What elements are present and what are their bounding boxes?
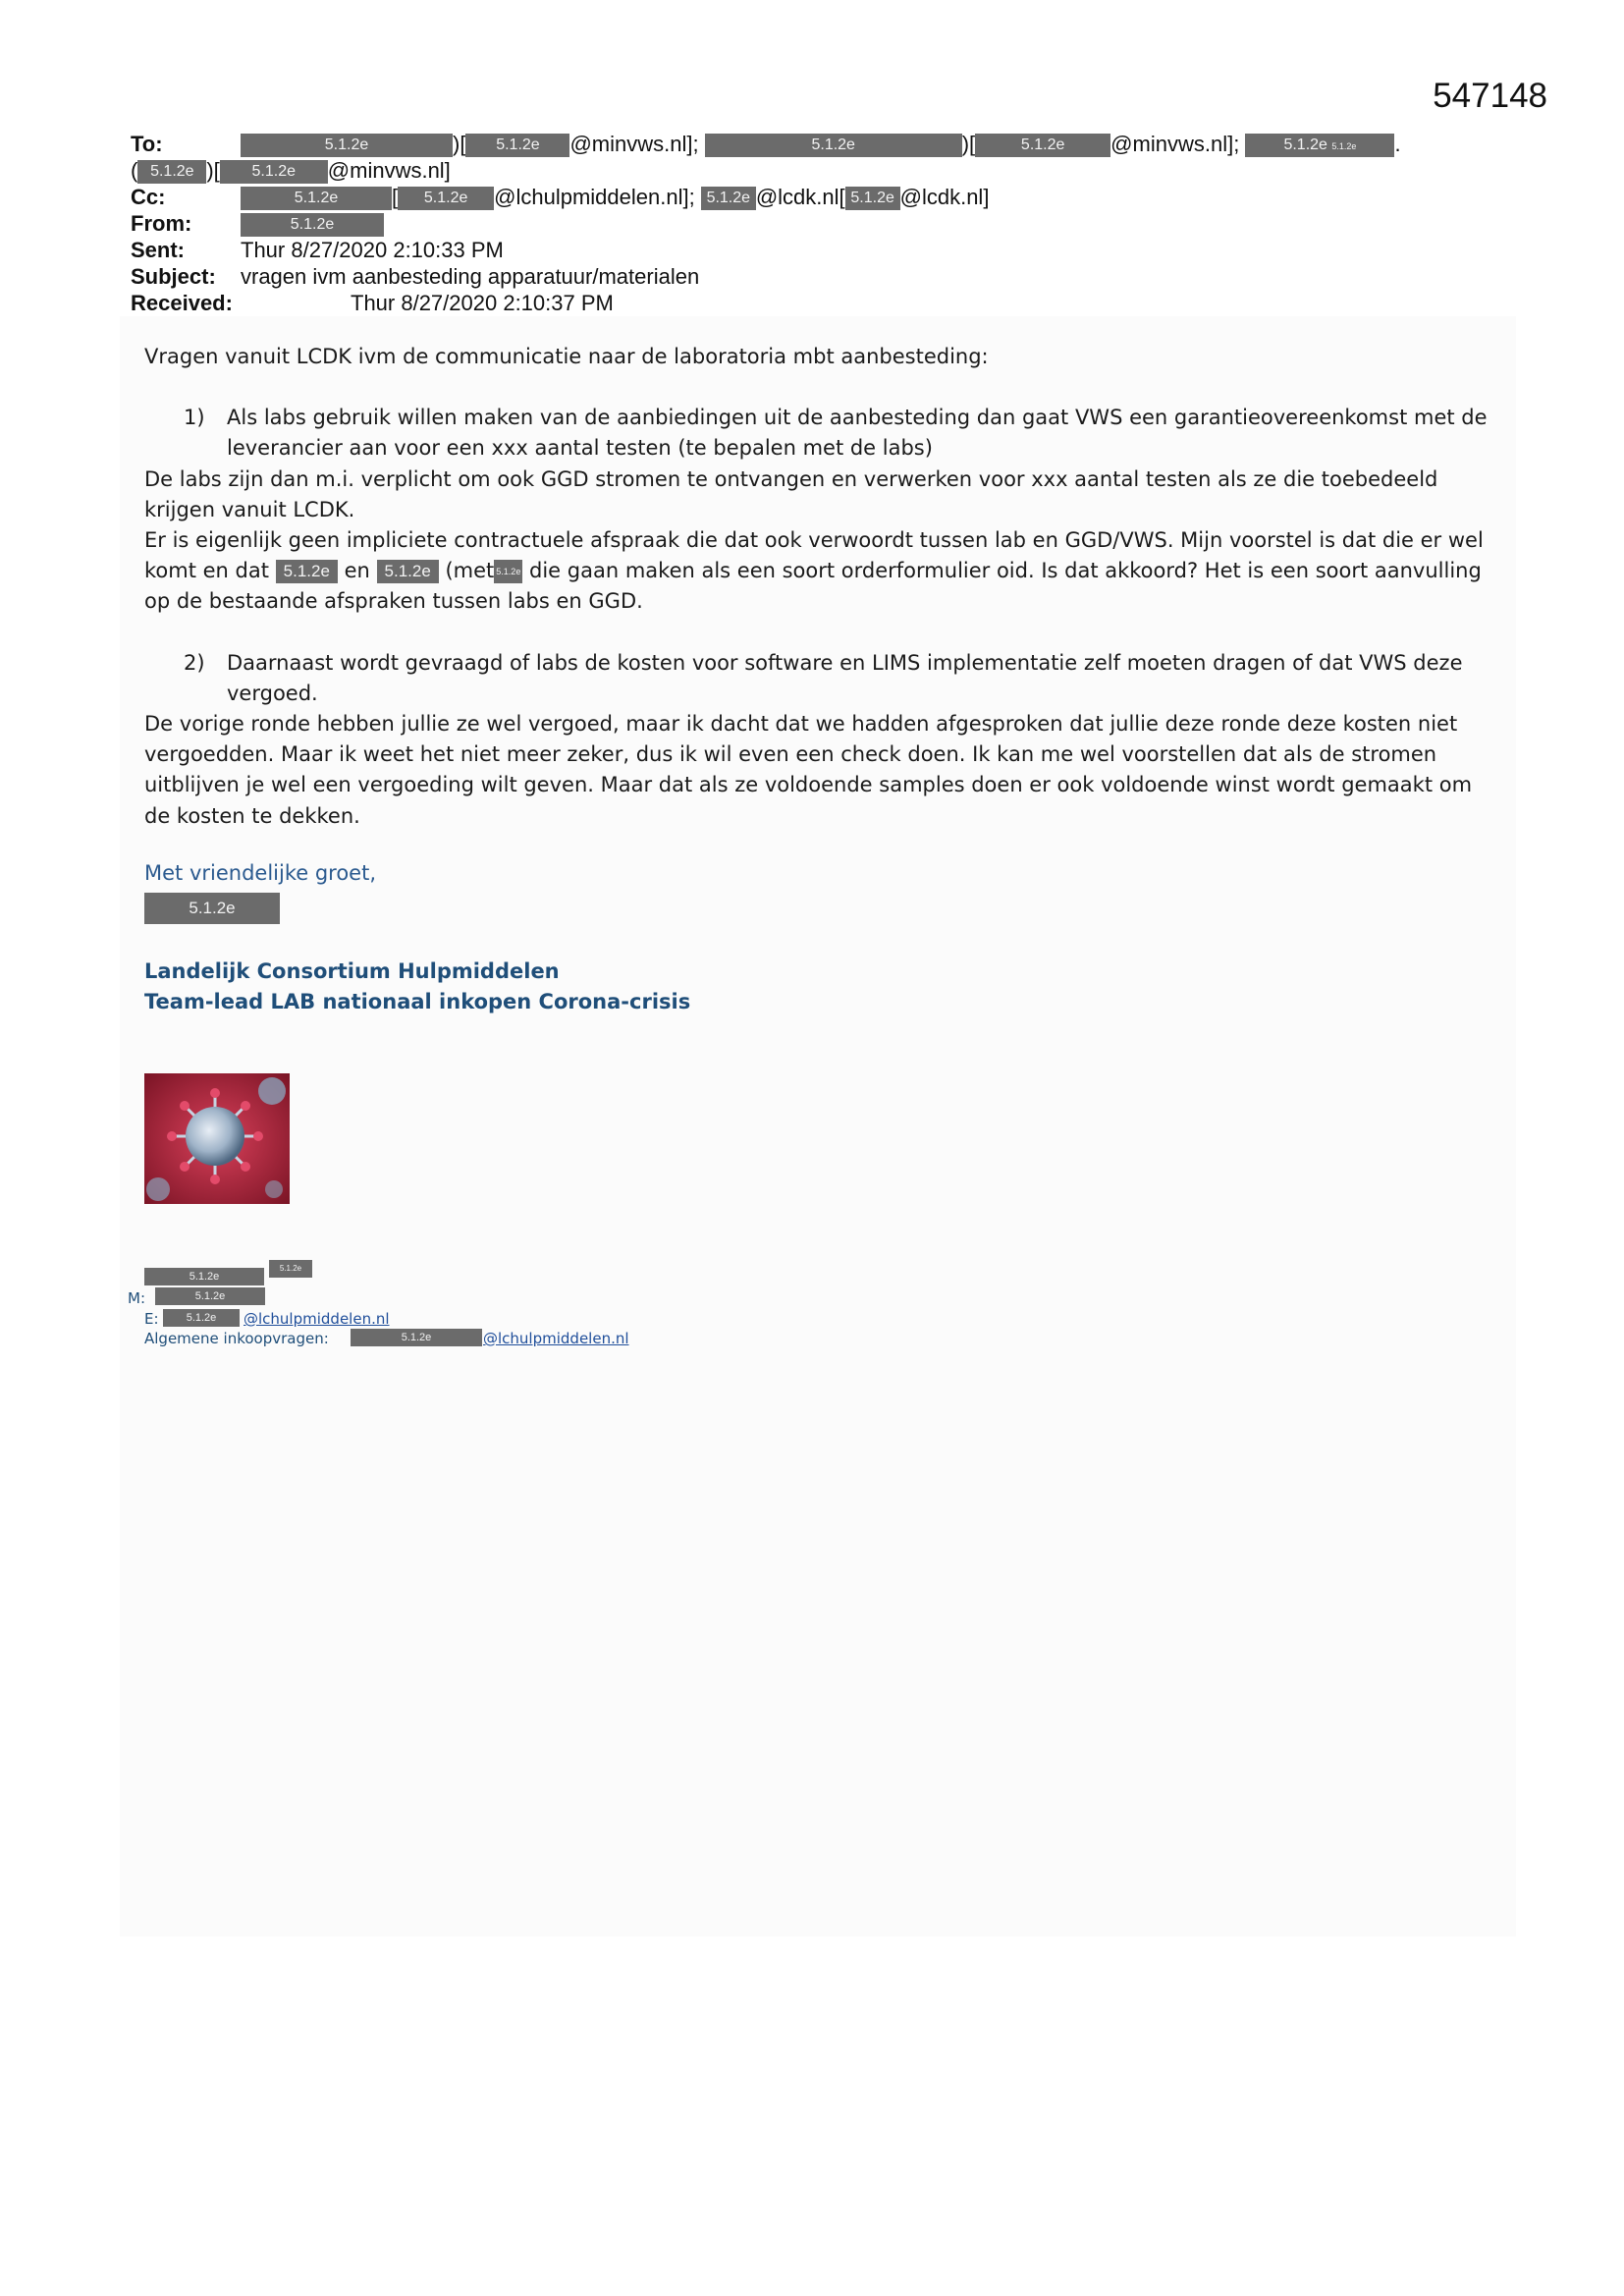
to-label: To: <box>131 132 163 156</box>
to-separator: )[ <box>206 158 220 183</box>
redaction: 5.1.2e <box>276 560 338 583</box>
paragraph-text: Er is eigenlijk geen impliciete contractuele afspraak die dat ook verwoordt tussen lab en GGD/VWS. Mijn voorstel is dat die er wel komt en dat <box>144 528 1484 583</box>
redaction: 5.1.2e <box>494 560 522 583</box>
redaction: 5.1.2e <box>705 134 962 157</box>
redaction: 5.1.2e <box>398 187 494 210</box>
paragraph-text: (met <box>445 559 495 583</box>
redaction-label-small: 5.1.2e <box>1331 141 1357 152</box>
to-value <box>241 131 1401 157</box>
redaction: 5.1.2e <box>241 213 384 237</box>
email-header <box>131 131 1544 316</box>
to-domain: @minvws.nl]; <box>1110 132 1240 156</box>
from-label: From: <box>131 211 192 236</box>
redaction: 5.1.2e <box>155 1287 265 1305</box>
cc-domain: @lcdk.nl] <box>899 185 990 209</box>
received-value: Thur 8/27/2020 2:10:37 PM <box>351 291 614 315</box>
cc-value <box>241 184 989 210</box>
general-label: Algemene inkoopvragen: <box>144 1330 329 1347</box>
signature-organization <box>144 957 690 1017</box>
to-end: . <box>1394 132 1401 156</box>
mobile-label: M: <box>128 1289 145 1307</box>
spacer <box>144 618 1489 648</box>
cc-domain: @lchulpmiddelen.nl]; <box>494 185 695 209</box>
redaction: 5.1.2e <box>241 134 453 157</box>
cc-domain: @lcdk.nl[ <box>755 185 845 209</box>
spacer <box>144 372 1489 403</box>
to-domain: @minvws.nl] <box>327 158 451 183</box>
org-role: Team-lead LAB nationaal inkopen Corona-crisis <box>144 990 691 1013</box>
redaction: 5.1.2e <box>377 560 439 583</box>
coronavirus-image <box>144 1073 290 1204</box>
to-domain: @minvws.nl]; <box>569 132 699 156</box>
list-item-text: Daarnaast wordt gevraagd of labs de kosten voor software en LIMS implementatie zelf moeten dragen of dat VWS deze vergoed. <box>227 650 1463 705</box>
list-number: 2) <box>184 650 205 675</box>
received-row <box>131 290 1544 316</box>
from-row <box>131 210 1544 237</box>
paragraph: De vorige ronde hebben jullie ze wel vergoed, maar ik dacht dat we hadden afgesproken dat jullie deze ronde deze kosten niet vergoedden. Maar ik weet het niet meer zeker, dus ik wil even een check doen. Ik kan me wel voorstellen dat als de stromen uitblijven je wel een vergoeding wilt geven. Maar dat als ze voldoende samples doen er ook voldoende winst wordt gemaakt om de kosten te dekken. <box>144 712 1473 828</box>
subject-row <box>131 263 1544 290</box>
to-row-continued <box>131 157 1544 184</box>
cc-open: [ <box>392 185 399 209</box>
redaction: 5.1.2e <box>975 134 1110 157</box>
redaction: 5.1.2e <box>144 1268 264 1285</box>
list-item-1 <box>144 403 1489 464</box>
cc-label: Cc: <box>131 185 166 209</box>
signature-name-redaction: 5.1.2e <box>144 893 280 924</box>
received-label: Received: <box>131 291 233 315</box>
to-separator: )[ <box>453 132 466 156</box>
redaction-label: 5.1.2e <box>1283 137 1327 154</box>
paragraph: De labs zijn dan m.i. verplicht om ook GGD stromen te ontvangen en verwerken voor xxx aantal testen als ze die toebedeeld krijgen vanuit LCDK. <box>144 466 1438 521</box>
document-number: 547148 <box>1433 77 1547 115</box>
subject-label: Subject: <box>131 264 216 289</box>
coronavirus-illustration <box>144 1073 290 1204</box>
list-number: 1) <box>184 406 205 430</box>
redaction: 5.1.2e <box>163 1309 240 1327</box>
redaction <box>1245 134 1394 157</box>
to-continued-value <box>131 157 451 184</box>
redaction: 5.1.2e <box>351 1329 482 1346</box>
from-value <box>241 210 384 237</box>
redaction: 5.1.2e <box>701 187 756 210</box>
general-email-link[interactable]: @lchulpmiddelen.nl <box>483 1330 629 1347</box>
to-separator: )[ <box>961 132 976 156</box>
cc-row <box>131 184 1544 210</box>
subject-value: vragen ivm aanbesteding apparatuur/materialen <box>241 264 700 289</box>
org-name: Landelijk Consortium Hulpmiddelen <box>144 959 560 983</box>
list-item-text: Als labs gebruik willen maken van de aanbiedingen uit de aanbesteding dan gaat VWS een garantieovereenkomst met de leverancier aan voor een xxx aantal testen (te bepalen met de labs) <box>227 406 1488 461</box>
to-row <box>131 131 1544 157</box>
email-body <box>144 342 1489 832</box>
sent-label: Sent: <box>131 238 185 262</box>
intro-paragraph: Vragen vanuit LCDK ivm de communicatie naar de laboratoria mbt aanbesteding: <box>144 345 989 368</box>
redaction: 5.1.2e <box>845 187 900 210</box>
to-open-paren: ( <box>131 158 138 183</box>
list-item-2 <box>144 648 1489 709</box>
paragraph-with-redactions <box>144 525 1489 618</box>
redaction: 5.1.2e <box>220 160 328 184</box>
paragraph-text: en <box>344 559 370 583</box>
redaction: 5.1.2e <box>269 1260 312 1278</box>
redaction: 5.1.2e <box>465 134 569 157</box>
email-link[interactable]: @lchulpmiddelen.nl <box>244 1310 390 1328</box>
sent-value: Thur 8/27/2020 2:10:33 PM <box>241 238 504 262</box>
sent-row <box>131 237 1544 263</box>
signature-greeting: Met vriendelijke groet, <box>144 861 377 885</box>
paragraph-text: die gaan maken als een soort orderformulier oid. Is dat akkoord? Het is een soort aanvulling op de bestaande afspraken tussen labs en GGD. <box>144 559 1482 614</box>
redaction: 5.1.2e <box>241 187 392 210</box>
email-label: E: <box>144 1310 159 1328</box>
redaction: 5.1.2e <box>137 160 206 184</box>
